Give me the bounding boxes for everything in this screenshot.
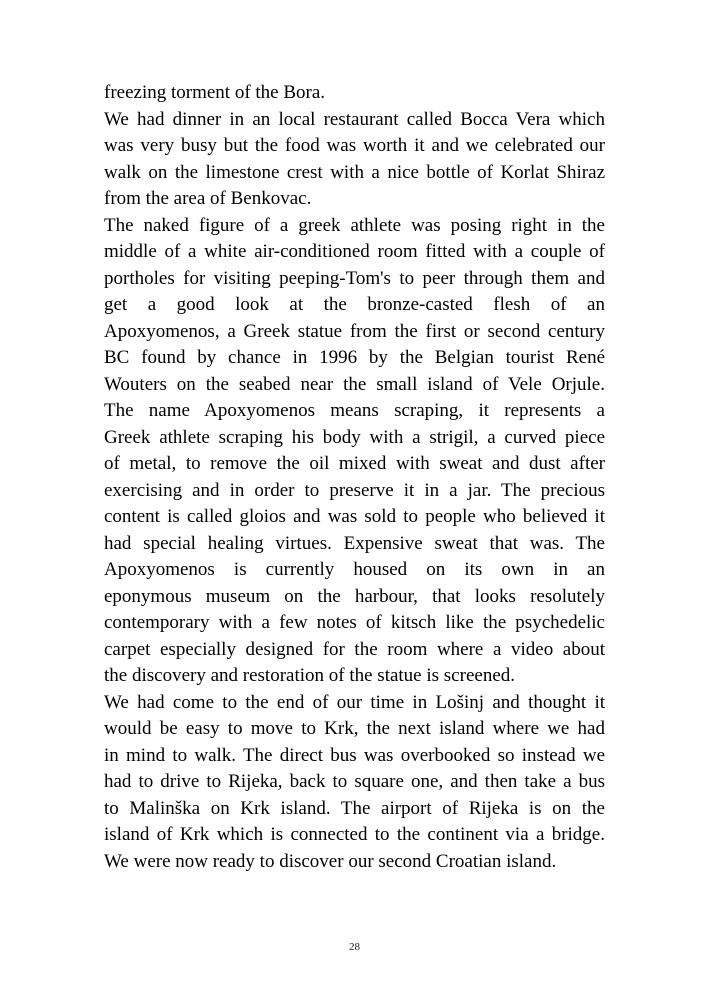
text-line: Apoxyomenos, a Greek statue from the first or second century xyxy=(104,320,605,342)
body-text xyxy=(104,80,605,875)
text-line: middle of a white air-conditioned room fitted with a couple of xyxy=(104,241,605,262)
text-line: content is called gloios and was sold to people who believed it xyxy=(104,506,605,527)
text-line: Wouters on the seabed near the small island of Vele Orjule. xyxy=(104,373,605,395)
text-line: We had come to the end of our time in Lošinj and thought it xyxy=(104,691,605,713)
text-line: was very busy but the food was worth it and we celebrated our xyxy=(104,135,605,156)
text-line: BC found by chance in 1996 by the Belgian tourist René xyxy=(104,347,605,368)
text-line: We had dinner in an local restaurant called Bocca Vera which xyxy=(104,108,605,130)
text-line: walk on the limestone crest with a nice bottle of Korlat Shiraz xyxy=(104,161,605,183)
text-line: carpet especially designed for the room where a video about xyxy=(104,638,605,660)
text-line: had to drive to Rijeka, back to square one, and then take a bus xyxy=(104,771,605,792)
paragraph xyxy=(104,80,605,107)
text-line: in mind to walk. The direct bus was overbooked so instead we xyxy=(104,744,605,766)
text-line: the discovery and restoration of the statue is screened. xyxy=(104,665,515,686)
paragraph xyxy=(104,107,605,213)
paragraph xyxy=(104,690,605,876)
text-line: exercising and in order to preserve it in a jar. The precious xyxy=(104,479,605,501)
text-line: freezing torment of the Bora. xyxy=(104,82,326,103)
text-line: eponymous museum on the harbour, that looks resolutely xyxy=(104,585,605,607)
text-line: Greek athlete scraping his body with a strigil, a curved piece xyxy=(104,426,605,448)
text-line: contemporary with a few notes of kitsch like the psychedelic xyxy=(104,612,605,633)
text-line: get a good look at the bronze-casted flesh of an xyxy=(104,294,605,315)
text-line: portholes for visiting peeping-Tom's to peer through them and xyxy=(104,267,605,289)
page-number: 28 xyxy=(349,941,360,953)
text-line: The naked figure of a greek athlete was posing right in the xyxy=(104,214,605,236)
text-line: from the area of Benkovac. xyxy=(104,188,312,209)
text-line: The name Apoxyomenos means scraping, it represents a xyxy=(104,400,605,421)
text-line: had special healing virtues. Expensive sweat that was. The xyxy=(104,532,605,554)
text-line: island of Krk which is connected to the continent via a bridge. xyxy=(104,824,605,845)
text-line: of metal, to remove the oil mixed with sweat and dust after xyxy=(104,453,605,474)
text-line: We were now ready to discover our second Croatian island. xyxy=(104,850,557,872)
text-line: to Malinška on Krk island. The airport of Rijeka is on the xyxy=(104,797,605,819)
text-line: would be easy to move to Krk, the next island where we had xyxy=(104,718,605,739)
text-line: Apoxyomenos is currently housed on its own in an xyxy=(104,559,605,580)
paragraph xyxy=(104,213,605,690)
